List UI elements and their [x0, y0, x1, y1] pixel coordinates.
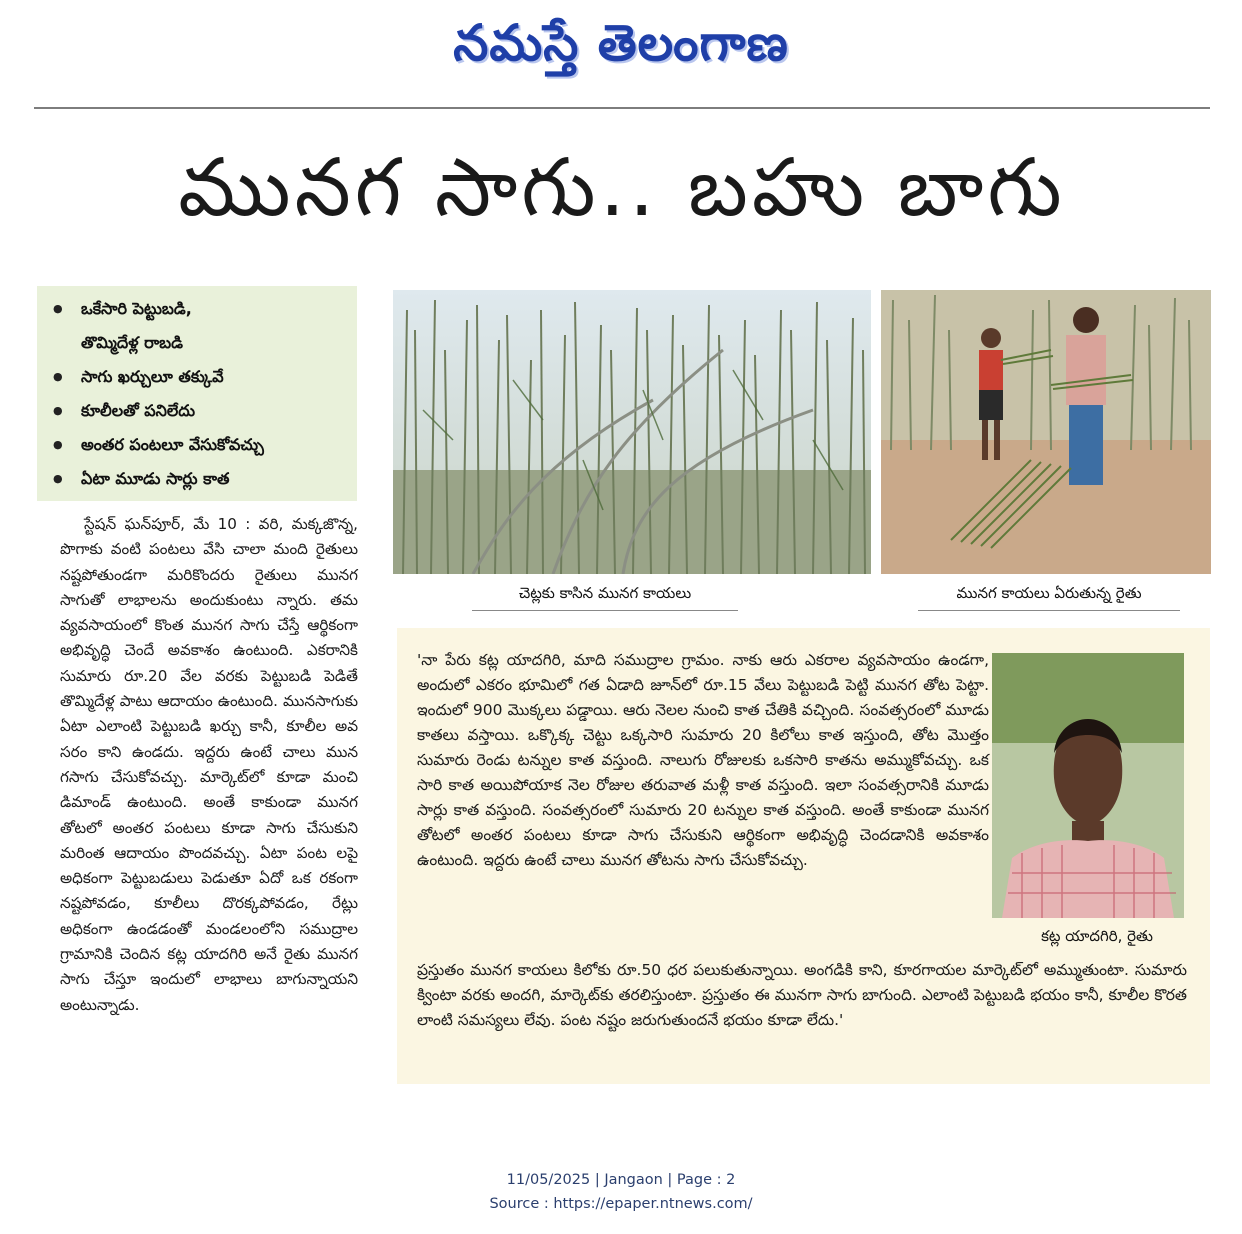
- moringa-trees-photo: [393, 290, 871, 574]
- highlights-list: [47, 292, 347, 496]
- highlight-item: ● ఏటా మూడు సార్లు కాత: [47, 462, 347, 496]
- footer-source: Source : https://epaper.ntnews.com/: [489, 1196, 753, 1212]
- article-body: స్టేషన్ ఘన్‌పూర్, మే 10 : వరి, మక్కజొన్న, పొగాకు వంటి పంటలు వేసి చాలా మంది రైతులు నష్టపోతుండగా మరికొందరు రైతులు మునగ సాగుతో లాభాలను అందుకుంటు న్నారు. తమ వ్యవసాయంలో కొంత మునగ సాగు చేస్తే ఆర్థికంగా అభివృద్ధి చెందే అవకాశం ఉంటుంది. ఎకరానికి సుమారు రూ.20 వేల వరకు పెట్టుబడి పెడితే తొమ్మిదేళ్ల పాటు ఆదాయం ఉంటుంది. మునసాగుకు ఏటా ఎలాంటి పెట్టుబడి ఖర్చు కానీ, కూలీల అవ సరం కాని ఉండదు. ఇద్దరు ఉంటే చాలు మున గసాగు చేసుకోవచ్చు. మార్కెట్‌లో కూడా మంచి డిమాండ్ ఉంటుంది. అంతే కాకుండా మునగ తోటలో అంతర పంటలు కూడా సాగు చేసుకుని మరింత ఆదాయం పొందవచ్చు. ఏటా పంట లపై అధికంగా పెట్టుబడులు పెడుతూ ఏదో ఒక రకంగా నష్టపోవడం, కూలీలు దొరక్కపోవడం, రేట్లు అధికంగా ఉండడంతో మండలంలోని సముద్రాల గ్రామానికి చెందిన కట్ల యాదగిరి అనే రైతు మునగ సాగు చేస్తూ ఇందులో లాభాలు బాగున్నాయని అంటున్నాడు.: [60, 515, 358, 1014]
- farmer-quote-continued: ప్రస్తుతం మునగ కాయలు కిలోకు రూ.50 ధర పలుకుతున్నాయి. అంగడికి కాని, కూరగాయల మార్కెట్‌లో అమ్ముతుంటా. సుమారు క్వింటా వరకు అందగి, మార్కెట్‌కు తరలిస్తుంటా. ప్రస్తుతం ఈ మునగా సాగు బాగుంది. ఎలాంటి పెట్టుబడి భయం కానీ, కూలీల కొరత లాంటి సమస్యలు లేవు. పంట నష్టం జరుగుతుందనే భయం కూడా లేదు.': [417, 961, 1187, 1029]
- highlight-item: ● ఒకేసారి పెట్టుబడి, తొమ్మిదేళ్ల రాబడి: [47, 292, 347, 360]
- highlights-box: [37, 286, 357, 501]
- masthead-logo: నమస్తే తెలంగాణ: [453, 14, 789, 72]
- portrait-caption: కట్ల యాదగిరి, రైతు: [1041, 927, 1153, 945]
- footer-date-edition: 11/05/2025 | Jangaon | Page : 2: [506, 1172, 736, 1188]
- farmer-harvesting-photo: [881, 290, 1211, 574]
- highlight-item: ● కూలీలతో పనిలేదు: [47, 394, 347, 428]
- masthead-divider: [34, 107, 1210, 109]
- highlight-item: ● సాగు ఖర్చులూ తక్కువే: [47, 360, 347, 394]
- highlight-item: ● అంతర పంటలూ వేసుకోవచ్చు: [47, 428, 347, 462]
- photo-caption-farmer: మునగ కాయలు ఏరుతున్న రైతు: [918, 582, 1180, 611]
- farmer-portrait: [992, 653, 1184, 918]
- farmer-quote-text: 'నా పేరు కట్ల యాదగిరి, మాది సముద్రాల గ్రామం. నాకు ఆరు ఎకరాల వ్యవసాయం ఉండగా, అందులో ఎకరం భూమిలో గత ఏడాది జూన్‌లో రూ.15 వేలు పెట్టుబడి పెట్టి మునగ తోట పెట్టా. ఇందులో 900 మొక్కలు పడ్డాయి. ఆరు నెలల నుంచి కాత చేతికి వచ్చింది. సంవత్సరంలో మూడు కాతలు వస్తాయి. ఒక్కొక్క చెట్టు ఒక్కసారి సుమారు 20 కిలోలు కాత ఇస్తుంది, తోట మొత్తం సుమారు రెండు టన్నుల కాత వస్తుంది. నాలుగు రోజులకు ఒకసారి కాతను అమ్ముకోవచ్చు. ఒక సారి కాత అయిపోయాక నెల రోజుల తరువాత మళ్లీ కాత వస్తుంది. ఇలా సంవత్సరానికి మూడు సార్లు కాత వస్తుంది. సంవత్సరంలో సుమారు 20 టన్నుల కాత వస్తుంది. అంతే కాకుండా మునగ తోటలో అంతర పంటలు కూడా సాగు చేసుకుని ఆర్థికంగా అభివృద్ధి చెందడానికి అవకాశం ఉంటుంది. ఇద్దరు ఉంటే చాలు మునగ తోటను సాగు చేసుకోవచ్చు.: [417, 651, 989, 869]
- article-headline: మునగ సాగు.. బహు బాగు: [178, 141, 1066, 234]
- farmer-quote-box: [397, 628, 1210, 1084]
- photo-caption-trees: చెట్లకు కాసిన మునగ కాయలు: [472, 582, 738, 611]
